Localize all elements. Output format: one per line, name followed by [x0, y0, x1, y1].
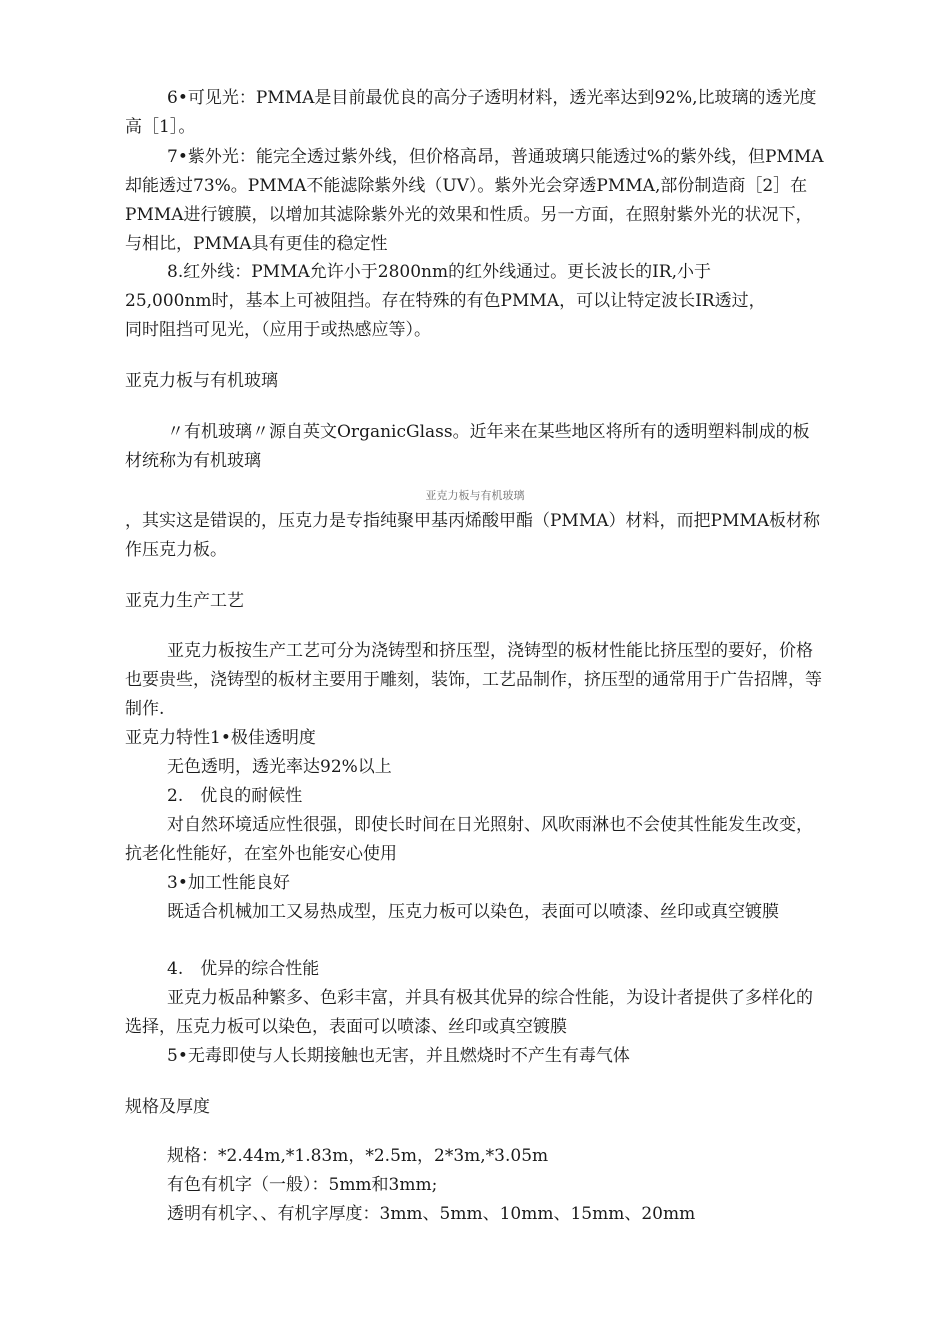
paragraph-ultraviolet: 7•紫外光：能完全透过紫外线，但价格高昂，普通玻璃只能透过%的紫外线，但PMMA却能透过73%。PMMA不能滤除紫外线（UV）。紫外光会穿透PMMA,部份制造商［2］在PMMA进行镀膜，以增加其滤除紫外光的效果和性质。另一方面，在照射紫外光的状况下，与相比，PMMA具有更佳的稳定性	[125, 147, 824, 254]
feature-1-description: 无色透明，透光率达92%以上	[167, 757, 392, 777]
feature-4-title: 4. 优异的综合性能	[167, 959, 320, 979]
spec-colored-thickness: 有色有机字（一般）：5mm和3mm;	[167, 1175, 438, 1195]
feature-2-title: 2. 优良的耐候性	[167, 786, 303, 806]
paragraph-production-process: 亚克力板按生产工艺可分为浇铸型和挤压型，浇铸型的板材性能比挤压型的要好，价格也要贵些，浇铸型的板材主要用于雕刻，装饰，工艺品制作，挤压型的通常用于广告招牌，等制作.	[125, 641, 822, 719]
paragraph-infrared-line-3: 同时阻挡可见光，（应用于或热感应等）。	[125, 320, 431, 340]
section-heading-production-process: 亚克力生产工艺	[125, 591, 244, 611]
image-caption: 亚克力板与有机玻璃	[425, 489, 525, 502]
feature-4-description: 亚克力板品种繁多、色彩丰富，并具有极其优异的综合性能，为设计者提供了多样化的选择，压克力板可以染色，表面可以喷漆、丝印或真空镀膜	[125, 988, 813, 1037]
paragraph-infrared-line-2: 25,000nm时，基本上可被阻挡。存在特殊的有色PMMA，可以让特定波长IR透过，	[125, 291, 766, 311]
spec-transparent-thickness: 透明有机字、、有机字厚度：3mm、5mm、10mm、15mm、20mm	[167, 1204, 696, 1224]
spec-sizes: 规格：*2.44m,*1.83m，*2.5m，2*3m,*3.05m	[167, 1146, 549, 1166]
feature-3-description: 既适合机械加工又易热成型，压克力板可以染色，表面可以喷漆、丝印或真空镀膜	[167, 902, 779, 922]
feature-2-description: 对自然环境适应性很强，即使长时间在日光照射、风吹雨淋也不会使其性能发生改变，抗老化性能好，在室外也能安心使用	[125, 815, 813, 864]
paragraph-organic-glass-origin: 〃有机玻璃〃源自英文OrganicGlass。近年来在某些地区将所有的透明塑料制成的板材统称为有机玻璃	[125, 422, 810, 471]
features-intro: 亚克力特性1•极佳透明度	[125, 728, 316, 748]
feature-5: 5•无毒即使与人长期接触也无害，并且燃烧时不产生有毒气体	[167, 1046, 630, 1066]
paragraph-acrylic-definition: ，其实这是错误的，压克力是专指纯聚甲基丙烯酸甲酯（PMMA）材料，而把PMMA板材称作压克力板。	[125, 511, 821, 560]
section-heading-acrylic-vs-glass: 亚克力板与有机玻璃	[125, 371, 278, 391]
feature-3-title: 3•加工性能良好	[167, 873, 290, 893]
paragraph-infrared-line-1: 8.红外线：PMMA允许小于2800nm的红外线通过。更长波长的IR,小于	[167, 262, 711, 282]
section-heading-specifications: 规格及厚度	[125, 1097, 210, 1117]
paragraph-visible-light: 6•可见光：PMMA是目前最优良的高分子透明材料，透光率达到92%,比玻璃的透光度高［1］。	[125, 88, 817, 137]
